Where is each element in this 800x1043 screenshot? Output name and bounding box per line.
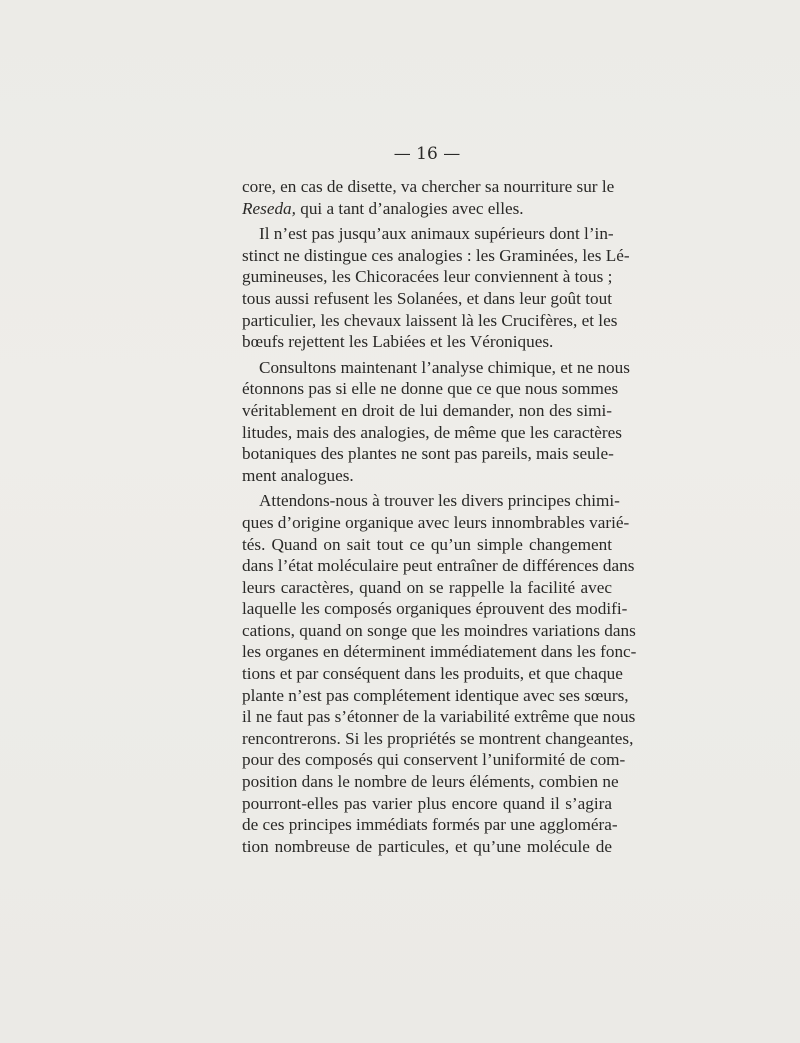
text-line: gumineuses, les Chicoracées leur conviennent à tous ;: [242, 267, 613, 287]
text-line: core, en cas de disette, va chercher sa nourriture sur le: [242, 177, 615, 196]
text-line: il ne faut pas s’étonner de la variabilité extrême que nous: [242, 707, 636, 727]
text-line: ment analogues.: [242, 465, 354, 485]
text-line: pour des composés qui conservent l’uniformité de com-: [242, 750, 626, 770]
text-line: ques d’origine organique avec leurs innombrables varié-: [242, 512, 630, 532]
text-fragment: qui a tant d’analogies avec elles.: [295, 198, 524, 218]
text-line: leurs caractères, quand on se rappelle la facilité avec: [242, 577, 612, 597]
text-line: dans l’état moléculaire peut entraîner de différences dans: [242, 556, 635, 576]
text-line: tions et par conséquent dans les produits, et que chaque: [242, 664, 623, 684]
text-line: plante n’est pas complétement identique avec ses sœurs,: [242, 685, 629, 705]
paragraph-2: [242, 223, 630, 353]
text-line: Attendons-nous à trouver les divers principes chimi-: [259, 491, 620, 511]
text-line: [242, 198, 612, 220]
italic-term: Reseda,: [242, 198, 296, 218]
text-line: tous aussi refusent les Solanées, et dans leur goût tout: [242, 288, 612, 308]
body-text: [242, 176, 637, 857]
text-line: bœufs rejettent les Labiées et les Véroniques.: [242, 332, 554, 352]
text-line: cations, quand on songe que les moindres variations dans: [242, 620, 636, 640]
text-line: rencontrerons. Si les propriétés se montrent changeantes,: [242, 728, 634, 748]
text-line: stinct ne distingue ces analogies : les Graminées, les Lé-: [242, 245, 630, 265]
text-line: véritablement en droit de lui demander, non des simi-: [242, 400, 612, 420]
page-number: — 16 —: [393, 144, 461, 164]
text-line: position dans le nombre de leurs éléments, combien ne: [242, 772, 619, 792]
text-line: laquelle les composés organiques éprouvent des modifi-: [242, 599, 628, 619]
paragraph-1: [242, 176, 615, 219]
text-line: particulier, les chevaux laissent là les Crucifères, et les: [242, 310, 618, 330]
paragraph-4: [242, 490, 637, 857]
paragraph-3: [242, 357, 630, 487]
text-line: botaniques des plantes ne sont pas pareils, mais seule-: [242, 444, 614, 464]
text-line: Consultons maintenant l’analyse chimique, et ne nous: [259, 357, 630, 377]
text-line: tés. Quand on sait tout ce qu’un simple changement: [242, 534, 612, 554]
text-line: les organes en déterminent immédiatement dans les fonc-: [242, 642, 637, 662]
text-line: pourront-elles pas varier plus encore quand il s’agira: [242, 793, 612, 813]
text-line: étonnons pas si elle ne donne que ce que nous sommes: [242, 379, 619, 399]
text-line: de ces principes immédiats formés par une aggloméra-: [242, 815, 618, 835]
text-line: Il n’est pas jusqu’aux animaux supérieurs dont l’in-: [259, 224, 614, 244]
text-line: litudes, mais des analogies, de même que les caractères: [242, 422, 622, 442]
text-line: tion nombreuse de particules, et qu’une molécule de: [242, 836, 612, 856]
